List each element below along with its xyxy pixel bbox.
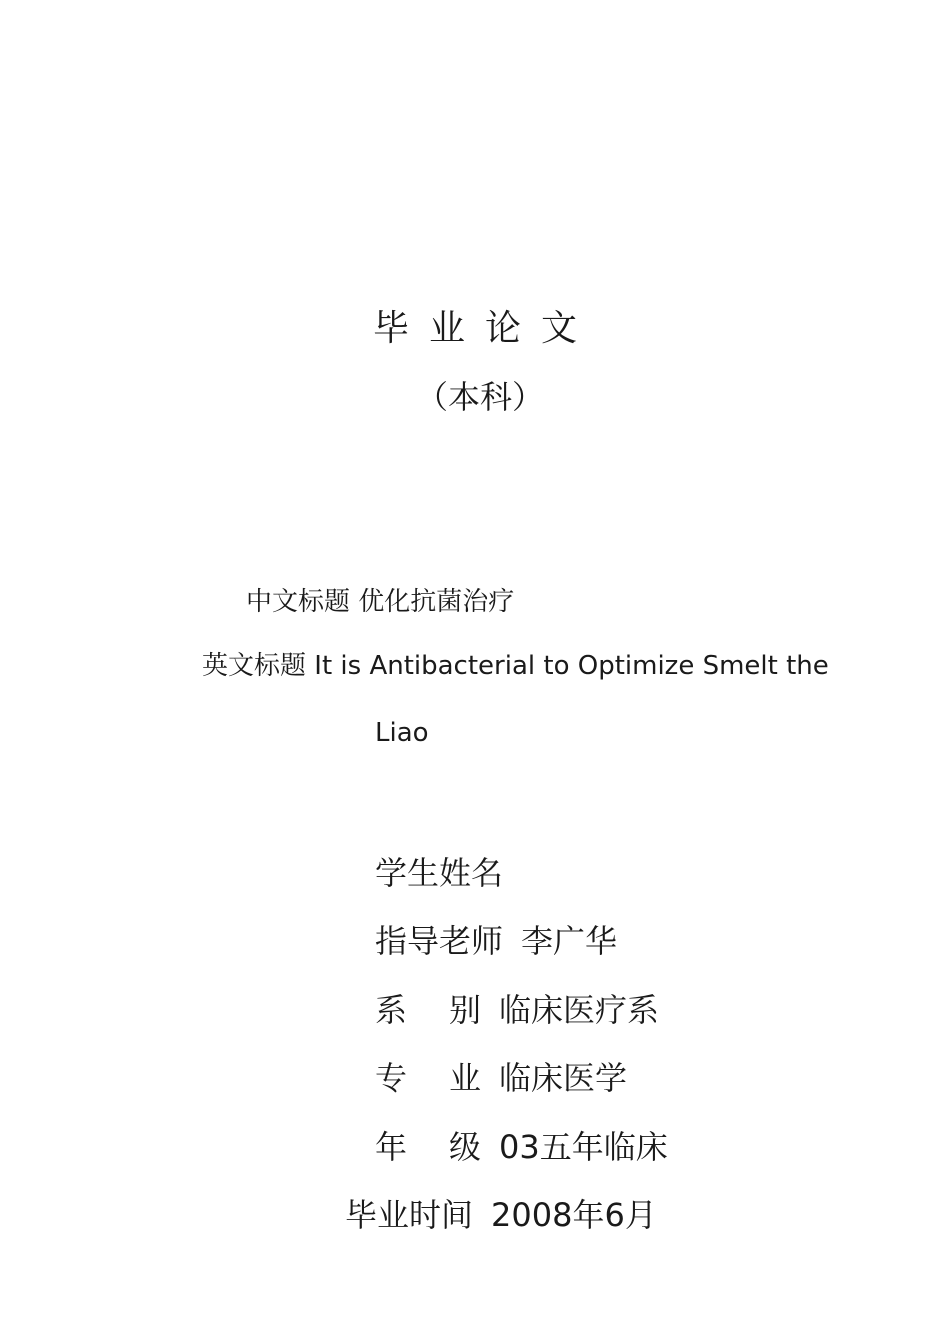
chinese-title-label: 中文标题 (246, 587, 351, 617)
grade-label-char-1: 年 (375, 1128, 408, 1166)
english-title-continuation: Liao (375, 718, 429, 748)
grade-row (375, 1122, 668, 1168)
thesis-title: 毕业论文 (372, 308, 597, 349)
student-name-label: 学生姓名 (375, 854, 504, 892)
major-value: 临床医学 (499, 1059, 628, 1097)
advisor-label: 指导老师 (375, 922, 504, 960)
department-label-char-2: 别 (448, 991, 481, 1029)
grade-label (375, 1122, 481, 1168)
major-label-char-2: 业 (448, 1059, 481, 1097)
major-row (375, 1053, 627, 1099)
chinese-title-line (246, 581, 514, 618)
english-title-line (202, 645, 829, 682)
student-name-row (375, 848, 503, 894)
graduation-date-value: 2008年6月 (491, 1196, 657, 1234)
department-row (375, 985, 659, 1031)
major-label-char-1: 专 (375, 1059, 408, 1097)
graduation-date-row (345, 1190, 657, 1236)
major-label (375, 1053, 481, 1099)
advisor-row (375, 916, 617, 962)
department-label-char-1: 系 (375, 991, 408, 1029)
chinese-title-value: 优化抗菌治疗 (358, 587, 515, 617)
department-value: 临床医疗系 (499, 991, 660, 1029)
english-title-label: 英文标题 (202, 651, 307, 681)
thesis-type: （本科） (415, 378, 544, 416)
grade-value: 03五年临床 (499, 1128, 668, 1166)
department-label (375, 985, 481, 1031)
english-title-value: It is Antibacterial to Optimize Smelt the (314, 651, 829, 681)
grade-label-char-2: 级 (448, 1128, 481, 1166)
advisor-value: 李广华 (521, 922, 618, 960)
graduation-date-label: 毕业时间 (345, 1196, 474, 1234)
